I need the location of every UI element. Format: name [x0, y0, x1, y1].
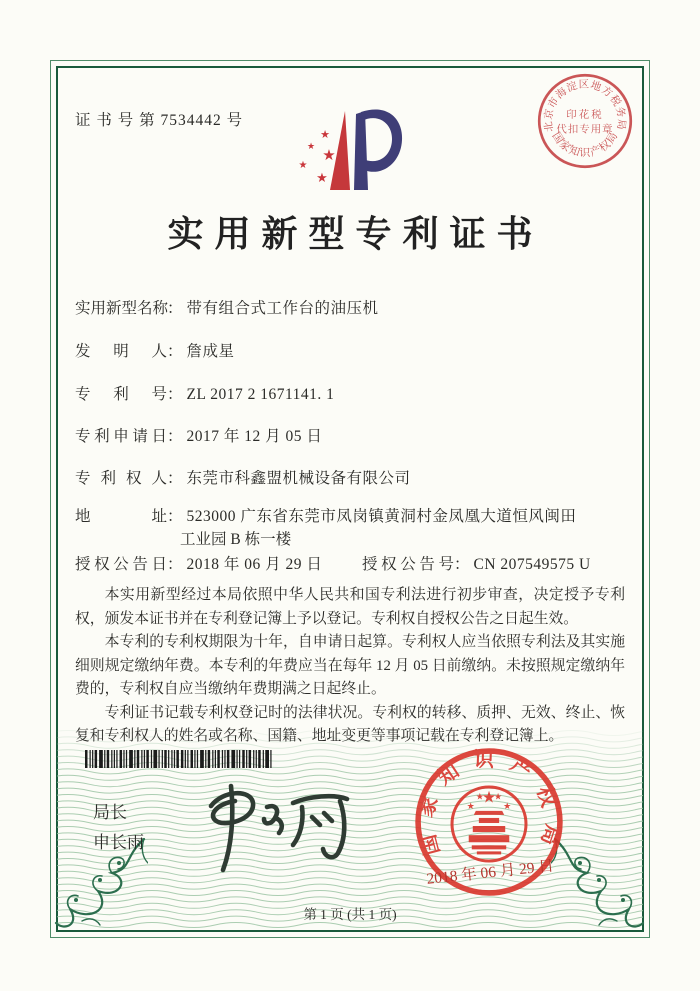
field-value-patent-number: ZL 2017 2 1671141. 1	[186, 386, 335, 403]
field-row-patent-number	[75, 382, 334, 404]
field-value-filing-date: 2017 年 12 月 05 日	[186, 428, 323, 445]
svg-text:★: ★	[481, 787, 497, 807]
field-label: 授权公告日	[75, 556, 167, 573]
field-row-name	[75, 296, 379, 318]
certificate-number-prefix: 证 书 号 第	[75, 112, 156, 129]
field-colon: ：	[167, 556, 183, 573]
field-row-filing-date	[75, 424, 322, 446]
field-value-address-line2: 工业园 B 栋一楼	[180, 531, 292, 548]
body-paragraph-1: 本实用新型经过本局依照中华人民共和国专利法进行初步审查，决定授予专利权，颁发本证书并在专利登记簿上予以登记。专利权自授权公告之日起生效。	[75, 587, 625, 627]
svg-text:★: ★	[298, 160, 308, 171]
svg-text:★: ★	[503, 801, 512, 812]
field-colon: ：	[454, 556, 470, 573]
field-row-grant-date	[75, 552, 322, 574]
svg-text:★: ★	[475, 792, 484, 803]
field-label: 实用新型名称	[75, 300, 169, 317]
svg-text:★: ★	[316, 171, 328, 186]
certificate-title: 实用新型专利证书	[167, 214, 544, 254]
field-colon: ：	[167, 470, 183, 487]
body-paragraph-2: 本专利的专利权期限为十年，自申请日起算。专利权人应当依照专利法及其实施细则规定缴纳年费。本专利的年费应当在每年 12 月 05 日前缴纳。未按照规定缴纳年费的，专利权自应当缴纳年费期满之日起终止。	[75, 634, 625, 697]
certificate-number-value: 7534442	[160, 112, 222, 129]
field-colon: ：	[167, 343, 183, 360]
field-value-inventor: 詹成星	[186, 343, 235, 360]
field-value-grant-number: CN 207549575 U	[473, 556, 591, 573]
svg-text:★: ★	[494, 792, 503, 803]
tax-stamp-outer-arc-text: 北京市海淀区地方税务局	[543, 79, 627, 133]
legal-body-text	[75, 584, 625, 749]
svg-text:★: ★	[306, 142, 316, 152]
cnipa-logo-icon	[288, 100, 410, 198]
director-block	[93, 798, 144, 858]
certificate-number	[75, 108, 243, 130]
field-label: 发明人	[75, 343, 167, 360]
field-row-patentee	[75, 466, 411, 488]
field-row-inventor	[75, 339, 235, 361]
field-value-utility-model-name: 带有组合式工作台的油压机	[186, 300, 379, 317]
national-emblem-icon	[452, 787, 526, 861]
signature-autograph	[193, 770, 368, 878]
svg-text:★: ★	[322, 146, 336, 164]
seal-date: 2018 年 06 月 29 日	[425, 857, 555, 888]
field-value-grant-date: 2018 年 06 月 29 日	[186, 556, 323, 573]
seal-ring-text: 国家知识产权局	[414, 748, 564, 862]
svg-text:★: ★	[320, 128, 330, 141]
barcode	[85, 750, 273, 768]
field-colon: ：	[167, 428, 183, 445]
field-row-grant-number	[362, 552, 591, 574]
tax-stamp-center-line1: 印花税	[566, 109, 604, 121]
director-title: 局长	[93, 803, 127, 822]
field-row-address	[75, 504, 576, 526]
field-label: 地址	[75, 508, 167, 525]
tax-stamp-center-line2: 代扣专用章	[556, 124, 614, 136]
body-paragraph-3: 专利证书记载专利权登记时的法律状况。专利权的转移、质押、无效、终止、恢复和专利权人的姓名或名称、国籍、地址变更等事项记载在专利登记簿上。	[75, 704, 625, 744]
field-colon: ：	[167, 386, 183, 403]
director-name: 申长雨	[93, 833, 144, 852]
page-footer: 第 1 页 (共 1 页)	[303, 907, 397, 922]
field-label: 授权公告号	[362, 556, 454, 573]
tax-stamp-inner-arc-text: 国家知识产权局	[549, 129, 621, 160]
svg-text:★: ★	[466, 801, 475, 812]
certificate-number-suffix: 号	[226, 112, 244, 129]
field-colon: ：	[167, 300, 183, 317]
field-label: 专利申请日	[75, 428, 167, 445]
field-label: 专利权人	[75, 470, 167, 487]
field-value-patentee: 东莞市科鑫盟机械设备有限公司	[186, 470, 411, 487]
field-value-address-line1: 523000 广东省东莞市凤岗镇黄洞村金凤凰大道恒风闽田	[186, 508, 577, 525]
field-colon: ：	[167, 508, 183, 525]
tax-office-stamp	[533, 69, 637, 173]
field-label: 专利号	[75, 386, 167, 403]
